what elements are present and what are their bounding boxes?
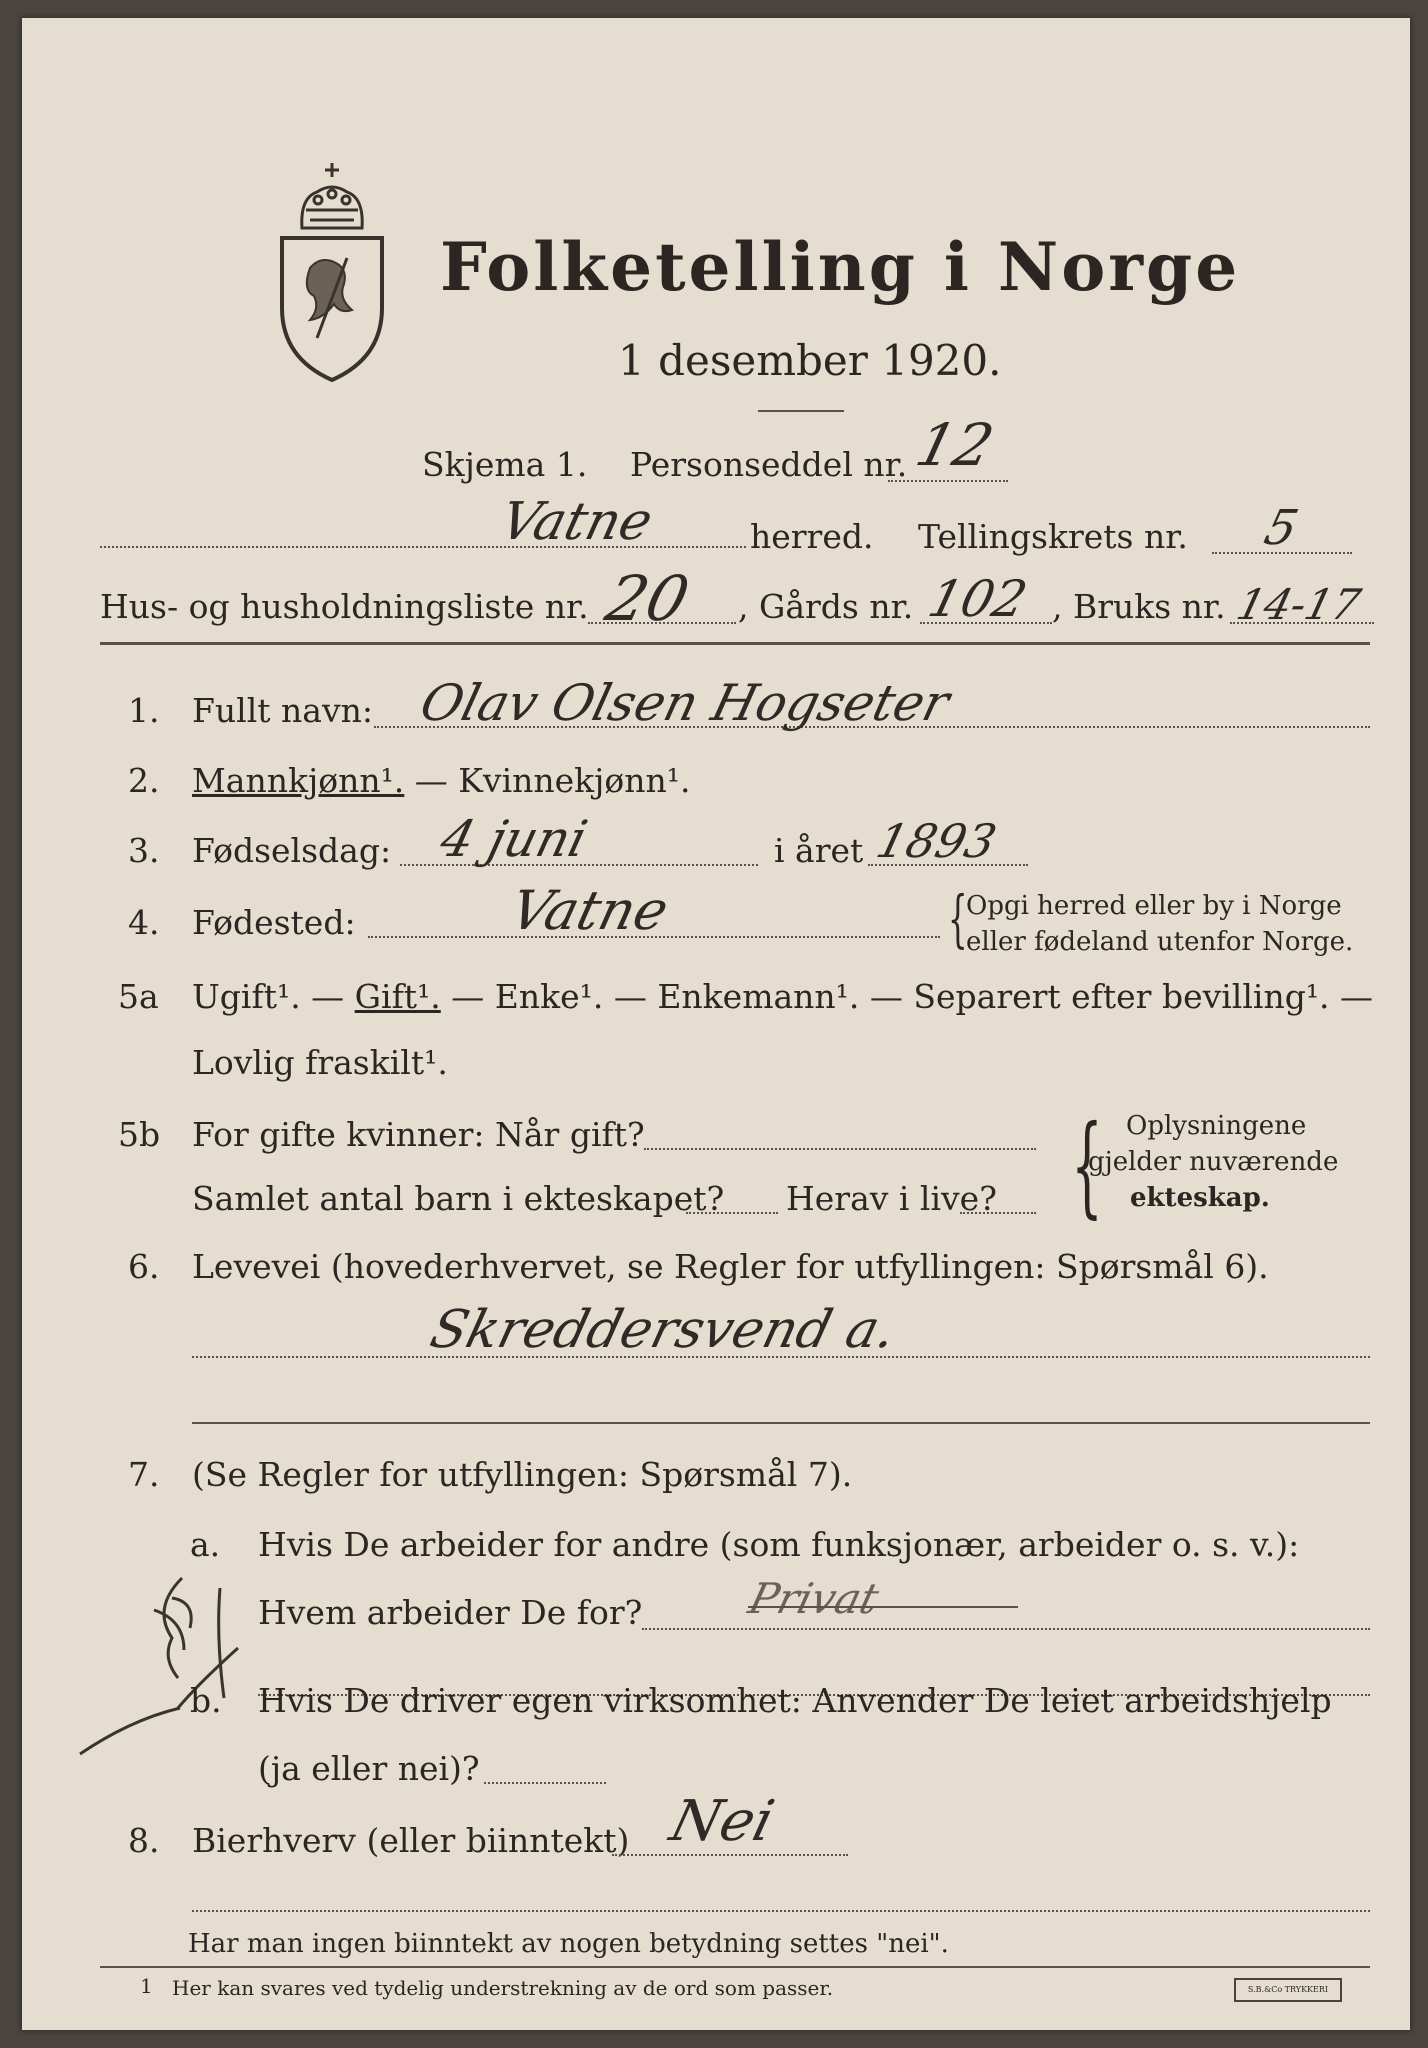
strikethrough-mark	[748, 1606, 1018, 1608]
gards-label: , Gårds nr.	[738, 587, 914, 626]
q7-label: (Se Regler for utfyllingen: Spørsmål 7).	[192, 1455, 853, 1494]
printer-stamp: S.B.&Co TRYKKERI	[1234, 1978, 1342, 2002]
tellingskrets-value: 5	[1259, 500, 1304, 556]
q3-year-value: 1893	[871, 814, 1002, 868]
q2-gender: Mannkjønn¹. — Kvinnekjønn¹.	[192, 761, 691, 800]
herred-value: Vatne	[494, 492, 659, 552]
q5b-label: For gifte kvinner: Når gift?	[192, 1115, 645, 1154]
q7b-label2: (ja eller nei)?	[258, 1749, 480, 1788]
tellingskrets-label: Tellingskrets nr.	[918, 517, 1188, 556]
margin-pencil-mark	[62, 1558, 272, 1758]
q3-birthday-value: 4 juni	[434, 810, 593, 868]
form-title: Folketelling i Norge	[440, 228, 1241, 306]
bruks-label: , Bruks nr.	[1052, 587, 1226, 626]
q2-male: Mannkjønn¹.	[192, 761, 405, 800]
title-divider	[758, 410, 844, 412]
q2-female: Kvinnekjønn¹.	[458, 761, 691, 800]
q5a-marital-status: Ugift¹. — Gift¹. — Enke¹. — Enkemann¹. — Separert efter bevilling¹. —	[192, 977, 1374, 1016]
personseddel-value: 12	[909, 411, 1001, 479]
q7b-label: Hvis De driver egen virksomhet: Anvender De leiet arbeidshjelp	[258, 1681, 1332, 1720]
header-rule	[100, 642, 1370, 645]
q3-year-label: i året	[774, 831, 864, 870]
bruks-value: 14-17	[1232, 580, 1366, 629]
herred-label: herred.	[750, 517, 874, 556]
q7a-label: Hvis De arbeider for andre (som funksjonær, arbeider o. s. v.):	[258, 1525, 1300, 1564]
q1-full-name-value: Olav Olsen Hogseter	[414, 674, 956, 732]
q5a-gift-underlined: Gift¹.	[354, 977, 441, 1016]
q8-label: Bierhverv (eller biinntekt)	[192, 1821, 630, 1860]
husliste-value: 20	[599, 562, 697, 635]
skjema-label: Skjema 1.	[422, 445, 588, 484]
husliste-label: Hus- og husholdningsliste nr.	[100, 587, 589, 626]
gards-value: 102	[922, 570, 1033, 628]
q6-label: Levevei (hovederhvervet, se Regler for utfyllingen: Spørsmål 6).	[192, 1247, 1269, 1286]
footnote: Her kan svares ved tydelig understrekning av de ord som passer.	[172, 1976, 834, 2000]
q4-birthplace-value: Vatne	[504, 879, 675, 942]
coat-of-arms-icon	[262, 158, 402, 388]
q8-value: Nei	[664, 1789, 781, 1854]
q3-label: Fødselsdag:	[192, 831, 392, 870]
q4-label: Fødested:	[192, 903, 356, 942]
personseddel-label: Personseddel nr.	[630, 445, 908, 484]
q7a-label2: Hvem arbeider De for?	[258, 1593, 643, 1632]
census-date: 1 desember 1920.	[618, 336, 1002, 385]
footer-rule	[100, 1966, 1370, 1968]
biinntekt-note: Har man ingen biinntekt av nogen betydning settes "nei".	[188, 1929, 949, 1959]
q1-label: Fullt navn:	[192, 691, 373, 730]
q7a-employer-value: Privat	[744, 1574, 884, 1623]
census-form-page: Folketelling i Norge 1 desember 1920. Skjema 1. Personseddel nr. 12 Vatne herred. Tellingskrets nr. 5 Hus- og husholdningsliste nr. 20 , Gårds nr. 102 , Bruks nr. 14-17 1. Fullt navn: Olav Olsen Hogseter 2. Mannkjønn¹. — Kvinnekjønn¹. 3. Fødselsdag: 4 juni i året 1893 4. Fødested: Vatne { Opgi herred eller by i Norge eller fødeland utenfor Norge. 5a Ugift¹. — Gift¹. — Enke¹. — Enkemann¹. — Separert efter bevilling¹. — Lovlig fraskilt¹. 5b For gifte kvinner: Når gift? Samlet antal barn i ekteskapet? Herav i live? { Oplysningene gjelder nuværende ekteskap. 6. Levevei (hovederhvervet, se Regler for utfyllingen: Spørsmål 6). Skreddersvend a. 7. (Se Regler for utfyllingen: Spørsmål 7). a. Hvis De arbeider for andre (som funksjonær, arbeider o. s. v.): Hvem arbeider De for? Privat b. Hvis De driver egen virksomhet: Anvender De leiet arbeidshjelp (ja eller nei)? 8. Bierhverv (eller biinntekt) Nei Har man ingen biinntekt av nogen betydning settes "nei". 1 Her kan svares ved tydelig understrekning av de ord som passer. S.B.&Co TRYKKERI	[22, 18, 1410, 2030]
q6-occupation-value: Skreddersvend a.	[424, 1300, 903, 1360]
